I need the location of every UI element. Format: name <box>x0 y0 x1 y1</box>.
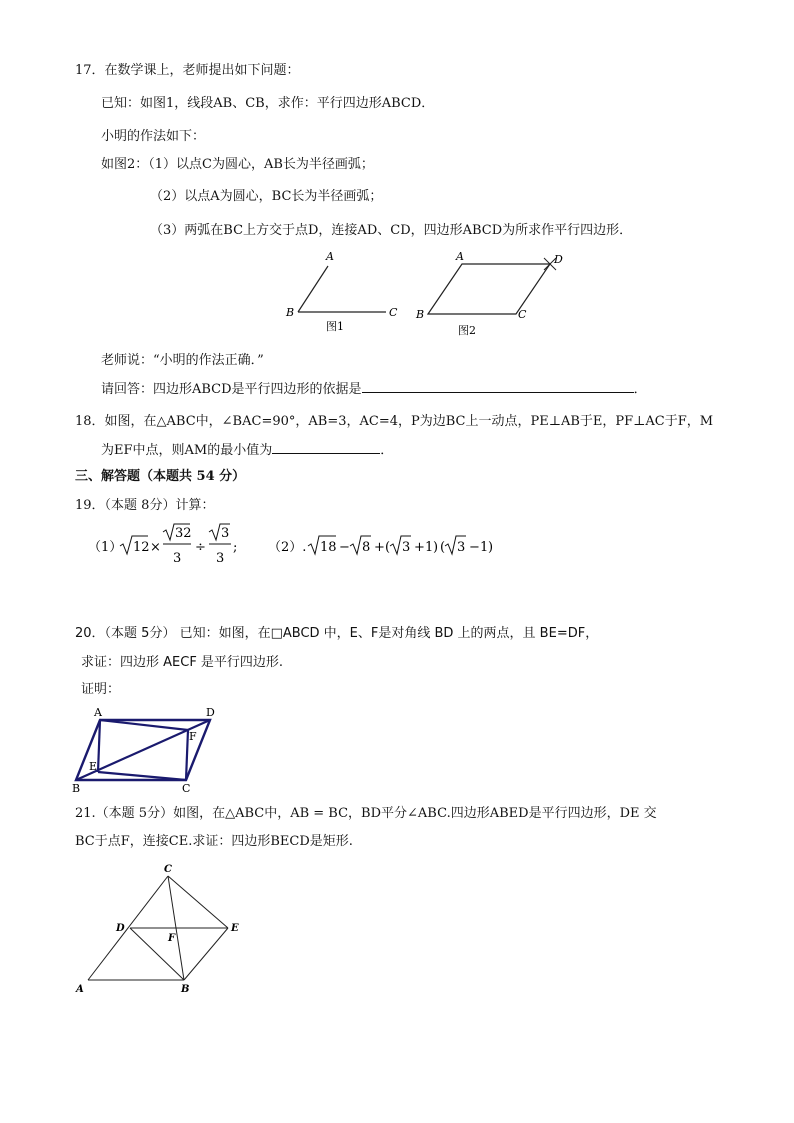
label-a: A <box>326 250 334 263</box>
label-d: D <box>206 706 215 719</box>
minus-sign: − <box>339 540 350 555</box>
q20-stem: 20．（本题 5分） 已知：如图，在□ABCD 中，E、F是对角线 BD 上的两点，且 BE=DF， <box>75 626 599 641</box>
plus-sign: + <box>374 540 385 555</box>
label-c: C <box>164 864 172 875</box>
paren-open: ( <box>440 540 446 555</box>
section-3-heading: 三、解答题（本题共 54 分） <box>75 469 246 484</box>
label-d: D <box>116 923 125 934</box>
q20-figure <box>68 704 228 796</box>
radicand-3: 3 <box>402 540 411 555</box>
label-a: A <box>76 984 84 995</box>
q19-part1-label: （1） <box>88 540 123 555</box>
q17-teacher: 老师说：“小明的作法正确．” <box>101 353 264 368</box>
q21-line2: BC于点F，连接CE.求证：四边形BECD是矩形. <box>75 834 353 849</box>
q21-figure <box>68 860 258 1000</box>
segment-be <box>184 928 228 980</box>
q19-part2-label: （2）. <box>268 540 307 555</box>
radicand-8: 8 <box>362 540 371 555</box>
q21-line1: 21.（本题 5分）如图，在△ABC中，AB = BC，BD平分∠ABC.四边形ABED是平行四边形，DE 交 <box>75 806 657 821</box>
label-b: B <box>72 782 81 795</box>
label-f: F <box>189 730 197 743</box>
label-d: D <box>554 253 563 266</box>
divide-sign: ÷ <box>195 540 206 555</box>
radicand-32: 32 <box>175 526 192 541</box>
label-c: C <box>389 306 398 319</box>
label-e: E <box>89 760 98 773</box>
q17-step3: （3）两弧在BC上方交于点D，连接AD、CD，四边形ABCD为所求作平行四边形． <box>150 223 633 238</box>
label-b: B <box>416 308 425 321</box>
q17-given: 已知：如图1，线段AB、CB，求作：平行四边形ABCD． <box>101 96 435 111</box>
parallelogram-abcd <box>428 264 550 314</box>
radicand-18: 18 <box>320 540 337 555</box>
q17-step2: （2）以点A为圆心，BC长为半径画弧； <box>150 189 383 204</box>
q17-figure-1 <box>280 246 410 338</box>
paren-open: ( <box>385 540 391 555</box>
q17-ask: 请回答：四边形ABCD是平行四边形的依据是 <box>101 382 362 397</box>
q17-figure-2 <box>410 246 570 338</box>
segment-af <box>100 720 188 730</box>
q20-prove: 求证：四边形 AECF 是平行四边形. <box>81 655 284 670</box>
q18-line2-end: ． <box>380 443 394 458</box>
label-c: C <box>182 782 191 795</box>
paren-close: ) <box>488 540 494 555</box>
minus-sign: − <box>469 540 480 555</box>
q17-ask-line <box>101 380 647 399</box>
times-sign: × <box>150 540 161 555</box>
segment-ce <box>168 876 228 928</box>
caption-fig1: 图1 <box>326 320 344 333</box>
constant-1: 1 <box>425 540 434 555</box>
label-f: F <box>168 933 176 944</box>
q18-line1: 18．如图，在△ABC中，∠BAC=90°，AB=3，AC=4，P为边BC上一动点，PE⊥AB于E，PF⊥AC于F，M <box>75 414 714 429</box>
radicand-3: 3 <box>221 526 230 541</box>
q19-expressions <box>88 520 508 572</box>
answer-blank[interactable] <box>362 380 634 393</box>
answer-blank[interactable] <box>272 441 380 454</box>
label-c: C <box>518 308 527 321</box>
q18-line2-text: 为EF中点，则AM的最小值为 <box>101 443 273 458</box>
label-a: A <box>456 250 464 263</box>
label-b: B <box>181 984 190 995</box>
q19-stem: 19．（本题 8分）计算： <box>75 498 215 513</box>
q18-line2 <box>101 441 393 460</box>
q17-method-intro: 小明的作法如下： <box>101 129 206 144</box>
segment-ec <box>98 772 186 780</box>
segment-bd <box>130 928 184 980</box>
semicolon: ; <box>233 540 238 555</box>
segment-fc <box>186 730 188 780</box>
radicand-3: 3 <box>457 540 466 555</box>
paren-close: ) <box>433 540 439 555</box>
q17-step1: 如图2：（1）以点C为圆心，AB长为半径画弧； <box>101 157 374 172</box>
segment-ae <box>98 720 100 772</box>
label-b: B <box>286 306 295 319</box>
q17-ask-end: ． <box>633 382 647 397</box>
constant-1: 1 <box>480 540 489 555</box>
q17-stem: 17．在数学课上，老师提出如下问题： <box>75 63 300 78</box>
denominator-3: 3 <box>216 551 225 566</box>
denominator-3: 3 <box>173 551 182 566</box>
radicand-12: 12 <box>133 540 150 555</box>
label-a: A <box>94 706 102 719</box>
label-e: E <box>231 923 239 934</box>
segment-ab <box>298 266 328 312</box>
plus-sign: + <box>414 540 425 555</box>
caption-fig2: 图2 <box>458 324 476 337</box>
q20-proof: 证明： <box>81 682 121 697</box>
